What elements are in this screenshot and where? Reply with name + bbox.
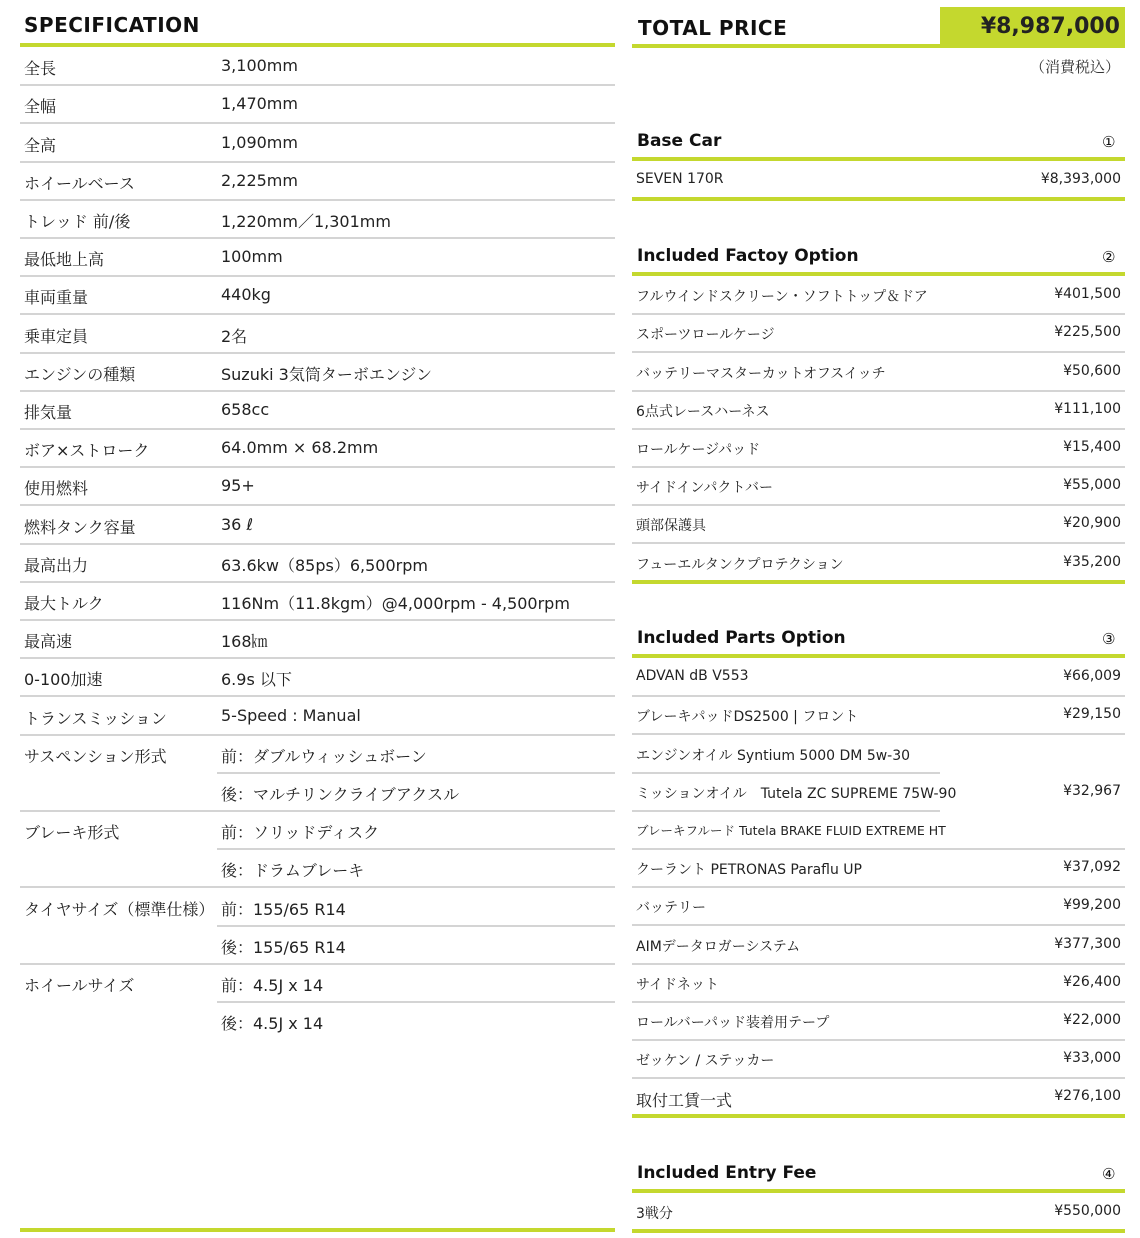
item-price: ¥99,200 xyxy=(1063,897,1121,914)
spec-label: サスペンション形式 xyxy=(24,746,167,766)
spec-row-divider xyxy=(20,352,615,354)
tax-note: （消費税込） xyxy=(1030,58,1121,76)
item-price: ¥22,000 xyxy=(1063,1011,1121,1028)
item-divider xyxy=(632,886,1125,888)
spec-value: Suzuki 3気筒ターボエンジン xyxy=(221,364,433,384)
item-name: サイドインパクトバー xyxy=(636,480,774,497)
item-price: ¥29,150 xyxy=(1063,706,1121,723)
item-name: エンジンオイル Syntium 5000 DM 5w-30 xyxy=(636,747,911,764)
item-divider xyxy=(632,848,1125,850)
spec-value: 後：マルチリンクライブアクスル xyxy=(221,784,460,804)
spec-label: 0-100加速 xyxy=(24,670,103,690)
item-name: ミッションオイル Tutela ZC SUPREME 75W-90 xyxy=(636,785,957,802)
item-name: 3戦分 xyxy=(636,1206,673,1223)
total-price-amount: ¥8,987,000 xyxy=(980,14,1120,39)
item-name: ブレーキフルード Tutela BRAKE FLUID EXTREME HT xyxy=(636,822,946,838)
spec-label: タイヤサイズ（標準仕様） xyxy=(24,899,215,919)
section-title: Included Entry Fee xyxy=(637,1163,817,1183)
spec-value: 64.0mm × 68.2mm xyxy=(221,438,379,458)
section-number: ② xyxy=(1102,248,1116,266)
item-divider xyxy=(632,351,1125,353)
item-price: ¥8,393,000 xyxy=(1040,171,1121,188)
spec-value: 440kg xyxy=(221,285,271,305)
item-name: ロールバーパッド装着用テープ xyxy=(636,1014,830,1031)
item-divider xyxy=(632,542,1125,544)
item-price: ¥15,400 xyxy=(1063,438,1121,455)
item-name: ブレーキパッドDS2500 | フロント xyxy=(636,709,859,726)
spec-value: 36 ℓ xyxy=(221,514,254,534)
item-name: フルウインドスクリーン・ソフトトップ＆ドア xyxy=(636,289,928,306)
spec-value: 95+ xyxy=(221,476,255,496)
spec-value: 3,100mm xyxy=(221,56,298,76)
spec-row-divider xyxy=(20,619,615,621)
spec-label: 全高 xyxy=(24,135,57,155)
spec-value: 100mm xyxy=(221,247,283,267)
item-name: 取付工賃一式 xyxy=(636,1091,733,1111)
item-name: ロールケージパッド xyxy=(636,441,761,458)
item-divider xyxy=(632,733,1125,735)
section-number: ④ xyxy=(1102,1165,1116,1183)
spec-label: ボア×ストローク xyxy=(24,441,150,461)
item-divider xyxy=(632,695,1125,697)
spec-value: 1,220mm／1,301mm xyxy=(221,211,391,231)
spec-value: 116Nm（11.8kgm）@4,000rpm - 4,500rpm xyxy=(221,593,570,613)
item-divider xyxy=(632,924,1125,926)
spec-bottom-rule xyxy=(20,1228,615,1232)
item-price: ¥26,400 xyxy=(1063,973,1121,990)
spec-label: 燃料タンク容量 xyxy=(24,517,136,537)
item-divider xyxy=(632,1039,1125,1041)
spec-label: 最高速 xyxy=(24,632,73,652)
spec-row-divider xyxy=(20,581,615,583)
item-price: ¥111,100 xyxy=(1054,400,1121,417)
item-name: クーラント PETRONAS Paraflu UP xyxy=(636,862,862,879)
spec-value: 後：4.5J x 14 xyxy=(221,1014,324,1034)
spec-value: 2,225mm xyxy=(221,170,298,190)
item-name: 頭部保護具 xyxy=(636,518,706,535)
spec-value: 168㎞ xyxy=(221,632,268,652)
item-divider xyxy=(632,810,940,812)
item-price: ¥225,500 xyxy=(1054,324,1121,341)
spec-value: 2名 xyxy=(221,326,248,346)
item-name: サイドネット xyxy=(636,976,719,993)
section-title: Included Parts Option xyxy=(637,628,846,648)
item-price: ¥32,967 xyxy=(1063,782,1121,799)
spec-value: 後：ドラムブレーキ xyxy=(221,861,365,881)
spec-row-divider xyxy=(20,886,615,888)
spec-row-divider xyxy=(217,848,615,850)
item-name: ゼッケン / ステッカー xyxy=(636,1053,775,1070)
spec-label: トランスミッション xyxy=(24,708,167,728)
item-divider xyxy=(632,428,1125,430)
spec-label: ホイールサイズ xyxy=(24,975,135,995)
spec-label: 全幅 xyxy=(24,97,57,117)
spec-row-divider xyxy=(20,734,615,736)
spec-label: トレッド 前/後 xyxy=(24,211,131,231)
item-divider xyxy=(632,390,1125,392)
item-divider xyxy=(632,1077,1125,1079)
spec-row-divider xyxy=(20,657,615,659)
spec-row-divider xyxy=(20,275,615,277)
spec-value: 前：ソリッドディスク xyxy=(221,823,380,843)
spec-row-divider xyxy=(20,695,615,697)
item-name: AIMデータロガーシステム xyxy=(636,938,801,955)
item-divider xyxy=(632,313,1125,315)
section-title: Included Factoy Option xyxy=(637,246,859,266)
item-name: SEVEN 170R xyxy=(636,171,724,188)
section-bottom-rule xyxy=(632,1229,1125,1233)
spec-label: エンジンの種類 xyxy=(24,364,136,384)
section-title-underline xyxy=(632,1189,1125,1193)
item-price: ¥20,900 xyxy=(1063,515,1121,532)
spec-row-divider xyxy=(217,925,615,927)
item-price: ¥35,200 xyxy=(1063,553,1121,570)
item-price: ¥550,000 xyxy=(1054,1203,1121,1220)
spec-title-underline xyxy=(20,43,615,47)
spec-row-divider xyxy=(217,772,615,774)
spec-title: SPECIFICATION xyxy=(24,13,200,37)
section-number: ③ xyxy=(1102,630,1116,648)
section-title-underline xyxy=(632,654,1125,658)
spec-label: 最低地上高 xyxy=(24,250,105,270)
spec-value: 1,090mm xyxy=(221,132,298,152)
spec-row-divider xyxy=(20,390,615,392)
section-number: ① xyxy=(1102,133,1116,151)
section-title: Base Car xyxy=(637,131,722,151)
spec-label: 乗車定員 xyxy=(24,326,89,346)
spec-row-divider xyxy=(20,122,615,124)
item-divider xyxy=(632,772,940,774)
spec-label: 排気量 xyxy=(24,402,73,422)
item-price: ¥55,000 xyxy=(1063,477,1121,494)
item-divider xyxy=(632,963,1125,965)
spec-row-divider xyxy=(20,504,615,506)
total-price-label: TOTAL PRICE xyxy=(638,16,788,40)
spec-row-divider xyxy=(20,84,615,86)
spec-row-divider xyxy=(20,313,615,315)
spec-row-divider xyxy=(20,428,615,430)
item-price: ¥401,500 xyxy=(1054,286,1121,303)
spec-row-divider xyxy=(20,199,615,201)
spec-row-divider xyxy=(20,963,615,965)
spec-row-divider xyxy=(20,543,615,545)
spec-value: 1,470mm xyxy=(221,94,298,114)
item-name: フューエルタンクプロテクション xyxy=(636,556,844,573)
section-bottom-rule xyxy=(632,197,1125,201)
spec-value: 5-Speed : Manual xyxy=(221,705,361,725)
spec-row-divider xyxy=(20,237,615,239)
item-price: ¥377,300 xyxy=(1054,935,1121,952)
spec-label: 使用燃料 xyxy=(24,479,89,499)
item-name: バッテリー xyxy=(636,900,706,917)
spec-label: 最高出力 xyxy=(24,555,89,575)
section-title-underline xyxy=(632,157,1125,161)
spec-label: ホイールベース xyxy=(24,173,135,193)
item-price: ¥37,092 xyxy=(1063,859,1121,876)
item-price: ¥50,600 xyxy=(1063,362,1121,379)
item-name: ADVAN dB V553 xyxy=(636,668,749,685)
spec-value: 前：155/65 R14 xyxy=(221,899,346,919)
spec-row-divider xyxy=(20,466,615,468)
spec-row-divider xyxy=(20,161,615,163)
total-price-underline xyxy=(632,44,1125,48)
item-divider xyxy=(632,466,1125,468)
item-name: 6点式レースハーネス xyxy=(636,403,770,420)
item-price: ¥276,100 xyxy=(1054,1088,1121,1105)
item-price: ¥66,009 xyxy=(1063,668,1121,685)
item-divider xyxy=(632,504,1125,506)
spec-row-divider xyxy=(20,810,615,812)
item-name: バッテリーマスターカットオフスイッチ xyxy=(636,365,886,382)
item-divider xyxy=(632,1001,1125,1003)
item-name: スポーツロールケージ xyxy=(636,327,775,344)
spec-label: ブレーキ形式 xyxy=(24,823,120,843)
spec-value: 前：ダブルウィッシュボーン xyxy=(221,746,427,766)
spec-value: 前：4.5J x 14 xyxy=(221,975,324,995)
spec-value: 後：155/65 R14 xyxy=(221,937,346,957)
spec-value: 658cc xyxy=(221,399,270,419)
spec-value: 6.9s 以下 xyxy=(221,670,292,690)
section-title-underline xyxy=(632,272,1125,276)
section-bottom-rule xyxy=(632,580,1125,584)
item-price: ¥33,000 xyxy=(1063,1050,1121,1067)
spec-label: 最大トルク xyxy=(24,593,104,613)
spec-label: 全長 xyxy=(24,59,57,79)
spec-value: 63.6kw（85ps）6,500rpm xyxy=(221,555,428,575)
section-bottom-rule xyxy=(632,1114,1125,1118)
spec-row-divider xyxy=(217,1001,615,1003)
spec-label: 車両重量 xyxy=(24,288,89,308)
